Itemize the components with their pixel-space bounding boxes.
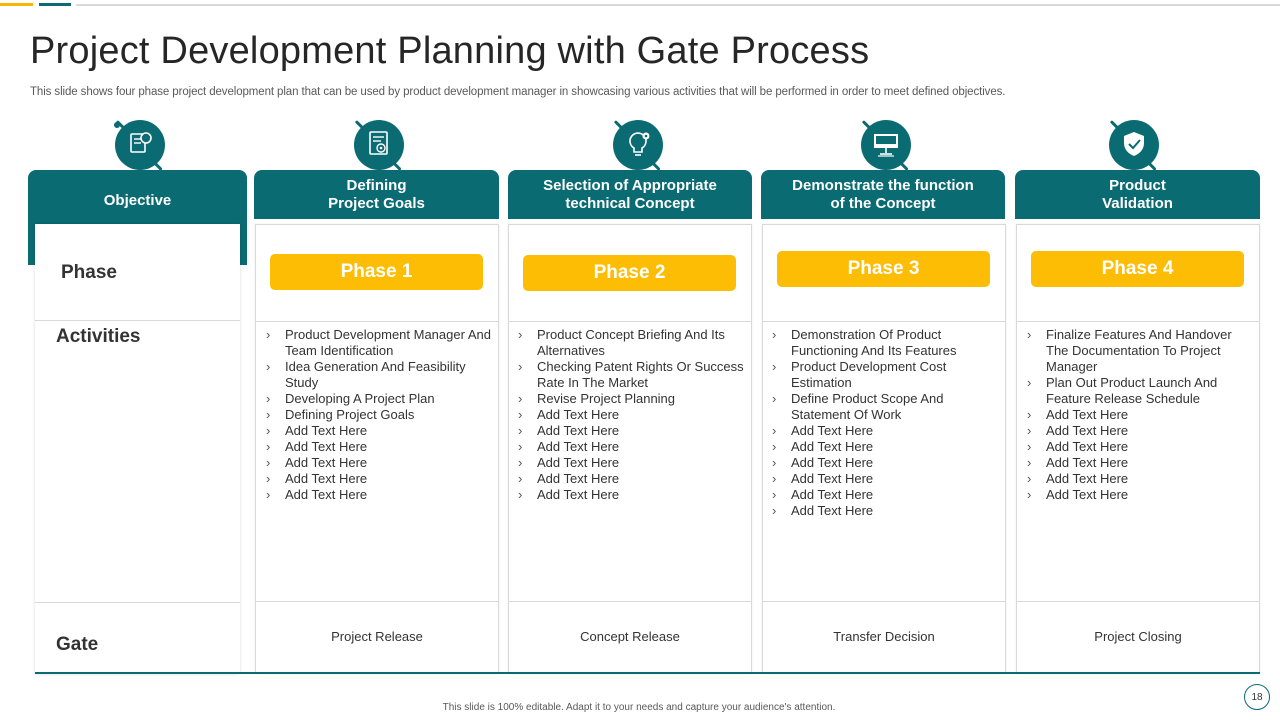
phase-row-label: Phase <box>61 262 117 283</box>
phase-column-4 <box>1016 224 1260 674</box>
list-item: › Add Text Here <box>771 455 971 471</box>
gate-value-3: Transfer Decision <box>833 629 935 644</box>
presentation-board-icon <box>858 118 918 174</box>
list-item: › Add Text Here <box>1026 487 1241 503</box>
list-item: › Add Text Here <box>265 471 497 487</box>
list-item: › Product Development Manager And Team Identification <box>265 327 497 359</box>
gate-cell <box>1017 602 1259 673</box>
activities-cell <box>1017 322 1259 602</box>
table-bottom-rule <box>35 672 1260 674</box>
phase-badge-2: Phase 2 <box>523 255 736 291</box>
lightbulb-gear-icon <box>610 118 670 174</box>
footer-note: This slide is 100% editable. Adapt it to your needs and capture your audience's attention. <box>442 702 836 713</box>
list-item: › Add Text Here <box>265 439 497 455</box>
activities-row-label: Activities <box>56 326 141 347</box>
list-item: › Add Text Here <box>771 423 971 439</box>
list-item: › Demonstration Of Product Functioning And Its Features <box>771 327 971 359</box>
list-item: › Define Product Scope And Statement Of Work <box>771 391 971 423</box>
list-item: › Add Text Here <box>1026 471 1241 487</box>
list-item: › Add Text Here <box>1026 455 1241 471</box>
phase-column-3 <box>762 224 1006 674</box>
page-subtitle: This slide shows four phase project development plan that can be used by product development manager in showcasing various activities that will be performed in order to meet defined objectives. <box>30 86 1006 98</box>
list-item: › Add Text Here <box>265 423 497 439</box>
column-header-4-text: Product Validation <box>1102 176 1173 212</box>
presentation-board-icon-badge <box>858 118 910 170</box>
gate-value-2: Concept Release <box>580 629 680 644</box>
list-item: › Add Text Here <box>517 487 751 503</box>
document-target-icon-badge <box>351 118 403 170</box>
list-item: › Defining Project Goals <box>265 407 497 423</box>
list-item: › Add Text Here <box>517 439 751 455</box>
shield-check-icon-badge <box>1106 118 1158 170</box>
gate-row-label: Gate <box>56 634 99 655</box>
activities-cell <box>256 322 498 602</box>
gate-cell <box>509 602 751 673</box>
accent-bar-teal <box>39 3 71 6</box>
activities-list-2 <box>517 327 751 503</box>
accent-bar-grey <box>76 4 1280 6</box>
column-header-1-text: Defining Project Goals <box>328 176 425 212</box>
list-item: › Add Text Here <box>517 423 751 439</box>
column-header-3 <box>761 170 1005 219</box>
phase-badge-3: Phase 3 <box>777 251 990 287</box>
list-item: › Developing A Project Plan <box>265 391 497 407</box>
list-item: › Add Text Here <box>771 487 971 503</box>
list-item: › Add Text Here <box>265 455 497 471</box>
list-item: › Add Text Here <box>517 471 751 487</box>
column-header-3-text: Demonstrate the function of the Concept <box>792 176 974 212</box>
list-item: › Plan Out Product Launch And Feature Release Schedule <box>1026 375 1241 407</box>
lightbulb-gear-icon-badge <box>610 118 662 170</box>
column-header-2-text: Selection of Appropriate technical Concept <box>543 176 717 212</box>
list-item: › Finalize Features And Handover The Documentation To Project Manager <box>1026 327 1241 375</box>
column-header-1 <box>254 170 499 219</box>
page-title: Project Development Planning with Gate Process <box>30 30 870 72</box>
list-item: › Add Text Here <box>1026 423 1241 439</box>
list-item: › Product Development Cost Estimation <box>771 359 971 391</box>
phase-badge-1: Phase 1 <box>270 254 483 290</box>
row-label-column <box>35 224 240 674</box>
gate-cell <box>763 602 1005 673</box>
activities-list-1 <box>265 327 497 503</box>
phase-cell <box>509 225 751 322</box>
list-item: › Add Text Here <box>771 471 971 487</box>
accent-bar-yellow <box>0 3 33 6</box>
page-number-badge: 18 <box>1244 684 1270 710</box>
list-item: › Idea Generation And Feasibility Study <box>265 359 497 391</box>
shield-check-icon <box>1106 118 1166 174</box>
objective-icon <box>112 118 172 174</box>
list-item: › Add Text Here <box>1026 439 1241 455</box>
target-doc-icon-badge <box>112 118 164 170</box>
objective-label: Objective <box>103 192 172 209</box>
phase-badge-4: Phase 4 <box>1031 251 1244 287</box>
list-item: › Checking Patent Rights Or Success Rate In The Market <box>517 359 751 391</box>
list-item: › Add Text Here <box>771 439 971 455</box>
list-item: › Add Text Here <box>517 407 751 423</box>
activities-label-cell <box>35 321 240 603</box>
gate-value-4: Project Closing <box>1094 629 1182 644</box>
activities-cell <box>763 322 1005 602</box>
activities-list-3 <box>771 327 971 519</box>
phase-cell <box>763 225 1005 322</box>
list-item: › Product Concept Briefing And Its Alternatives <box>517 327 751 359</box>
list-item: › Add Text Here <box>517 455 751 471</box>
column-header-2 <box>508 170 752 219</box>
phase-column-2 <box>508 224 752 674</box>
list-item: › Revise Project Planning <box>517 391 751 407</box>
gate-cell <box>256 602 498 673</box>
column-header-4 <box>1015 170 1260 219</box>
phase-column-1 <box>255 224 499 674</box>
phase-cell <box>256 225 498 322</box>
list-item: › Add Text Here <box>771 503 971 519</box>
activities-list-4 <box>1026 327 1241 503</box>
gate-value-1: Project Release <box>331 629 423 644</box>
phase-cell <box>1017 225 1259 322</box>
activities-cell <box>509 322 751 602</box>
document-target-icon <box>351 118 411 174</box>
list-item: › Add Text Here <box>1026 407 1241 423</box>
list-item: › Add Text Here <box>265 487 497 503</box>
